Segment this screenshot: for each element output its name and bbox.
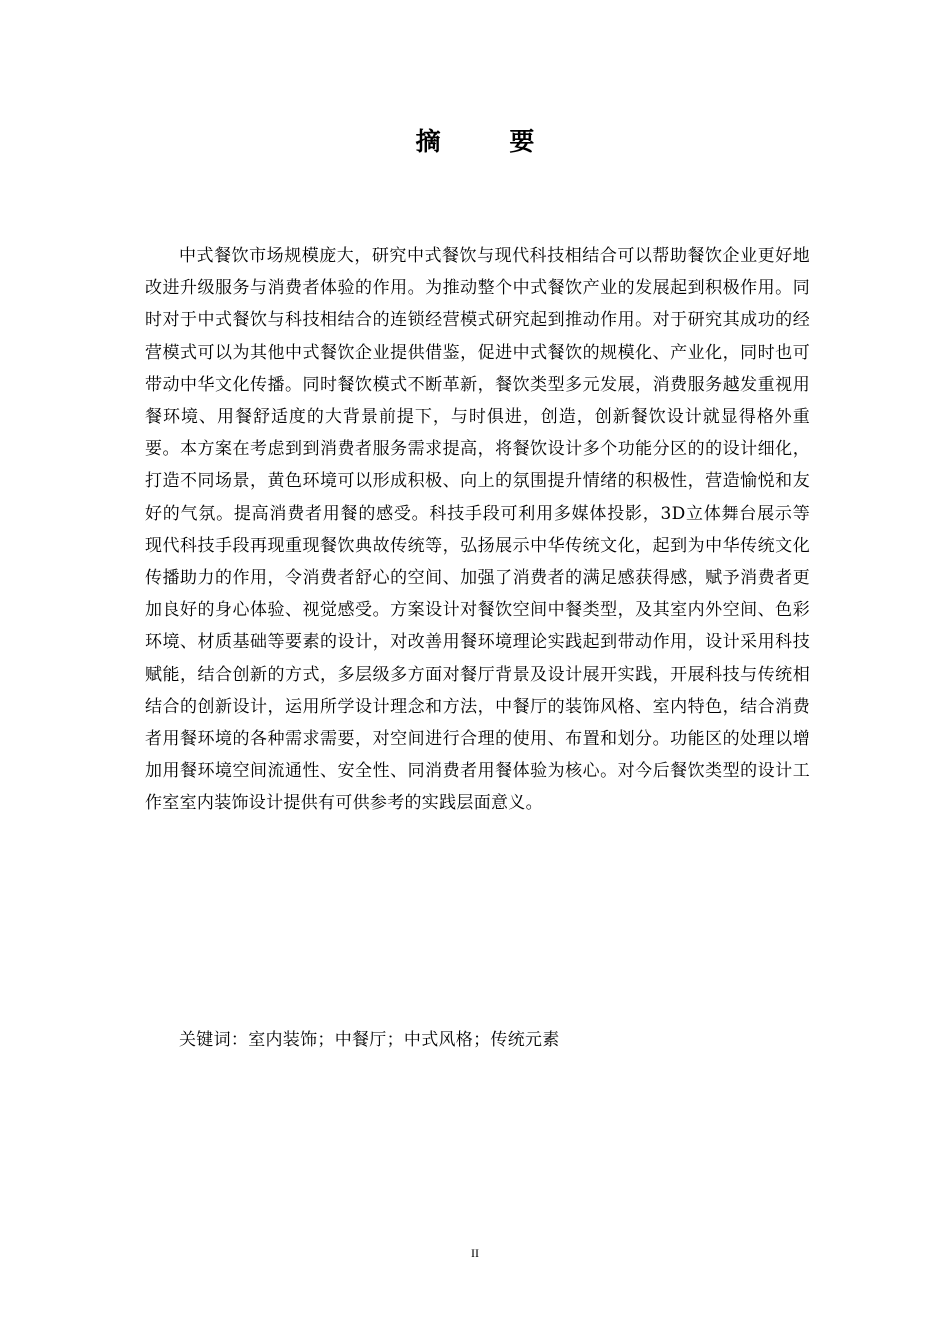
keywords-line: 关键词：室内装饰；中餐厅；中式风格；传统元素: [179, 1030, 560, 1050]
page-number: II: [471, 1246, 479, 1260]
page-title: 摘 要: [415, 127, 565, 156]
abstract-paragraph: 中式餐饮市场规模庞大，研究中式餐饮与现代科技相结合可以帮助餐饮企业更好地改进升级服务与消费者体验的作用。为推动整个中式餐饮产业的发展起到积极作用。同时对于中式餐饮与科技相结合的连锁经营模式研究起到推动作用。对于研究其成功的经营模式可以为其他中式餐饮企业提供借鉴，促进中式餐饮的规模化、产业化，同时也可带动中华文化传播。同时餐饮模式不断革新，餐饮类型多元发展，消费服务越发重视用餐环境、用餐舒适度的大背景前提下，与时俱进，创造，创新餐饮设计就显得格外重要。本方案在考虑到到消费者服务需求提高，将餐饮设计多个功能分区的的设计细化，打造不同场景，黄色环境可以形成积极、向上的氛围提升情绪的积极性，营造愉悦和友好的气氛。提高消费者用餐的感受。科技手段可利用多媒体投影，3D立体舞台展示等现代科技手段再现重现餐饮典故传统等，弘扬展示中华传统文化，起到为中华传统文化传播助力的作用，令消费者舒心的空间、加强了消费者的满足感获得感，赋予消费者更加良好的身心体验、视觉感受。方案设计对餐饮空间中餐类型，及其室内外空间、色彩环境、材质基础等要素的设计，对改善用餐环境理论实践起到带动作用，设计采用科技赋能，结合创新的方式，多层级多方面对餐厅背景及设计展开实践，开展科技与传统相结合的创新设计，运用所学设计理念和方法，中餐厅的装饰风格、室内特色，结合消费者用餐环境的各种需求需要，对空间进行合理的使用、布置和划分。功能区的处理以增加用餐环境空间流通性、安全性、同消费者用餐体验为核心。对今后餐饮类型的设计工作室室内装饰设计提供有可供参考的实践层面意义。: [145, 246, 810, 814]
